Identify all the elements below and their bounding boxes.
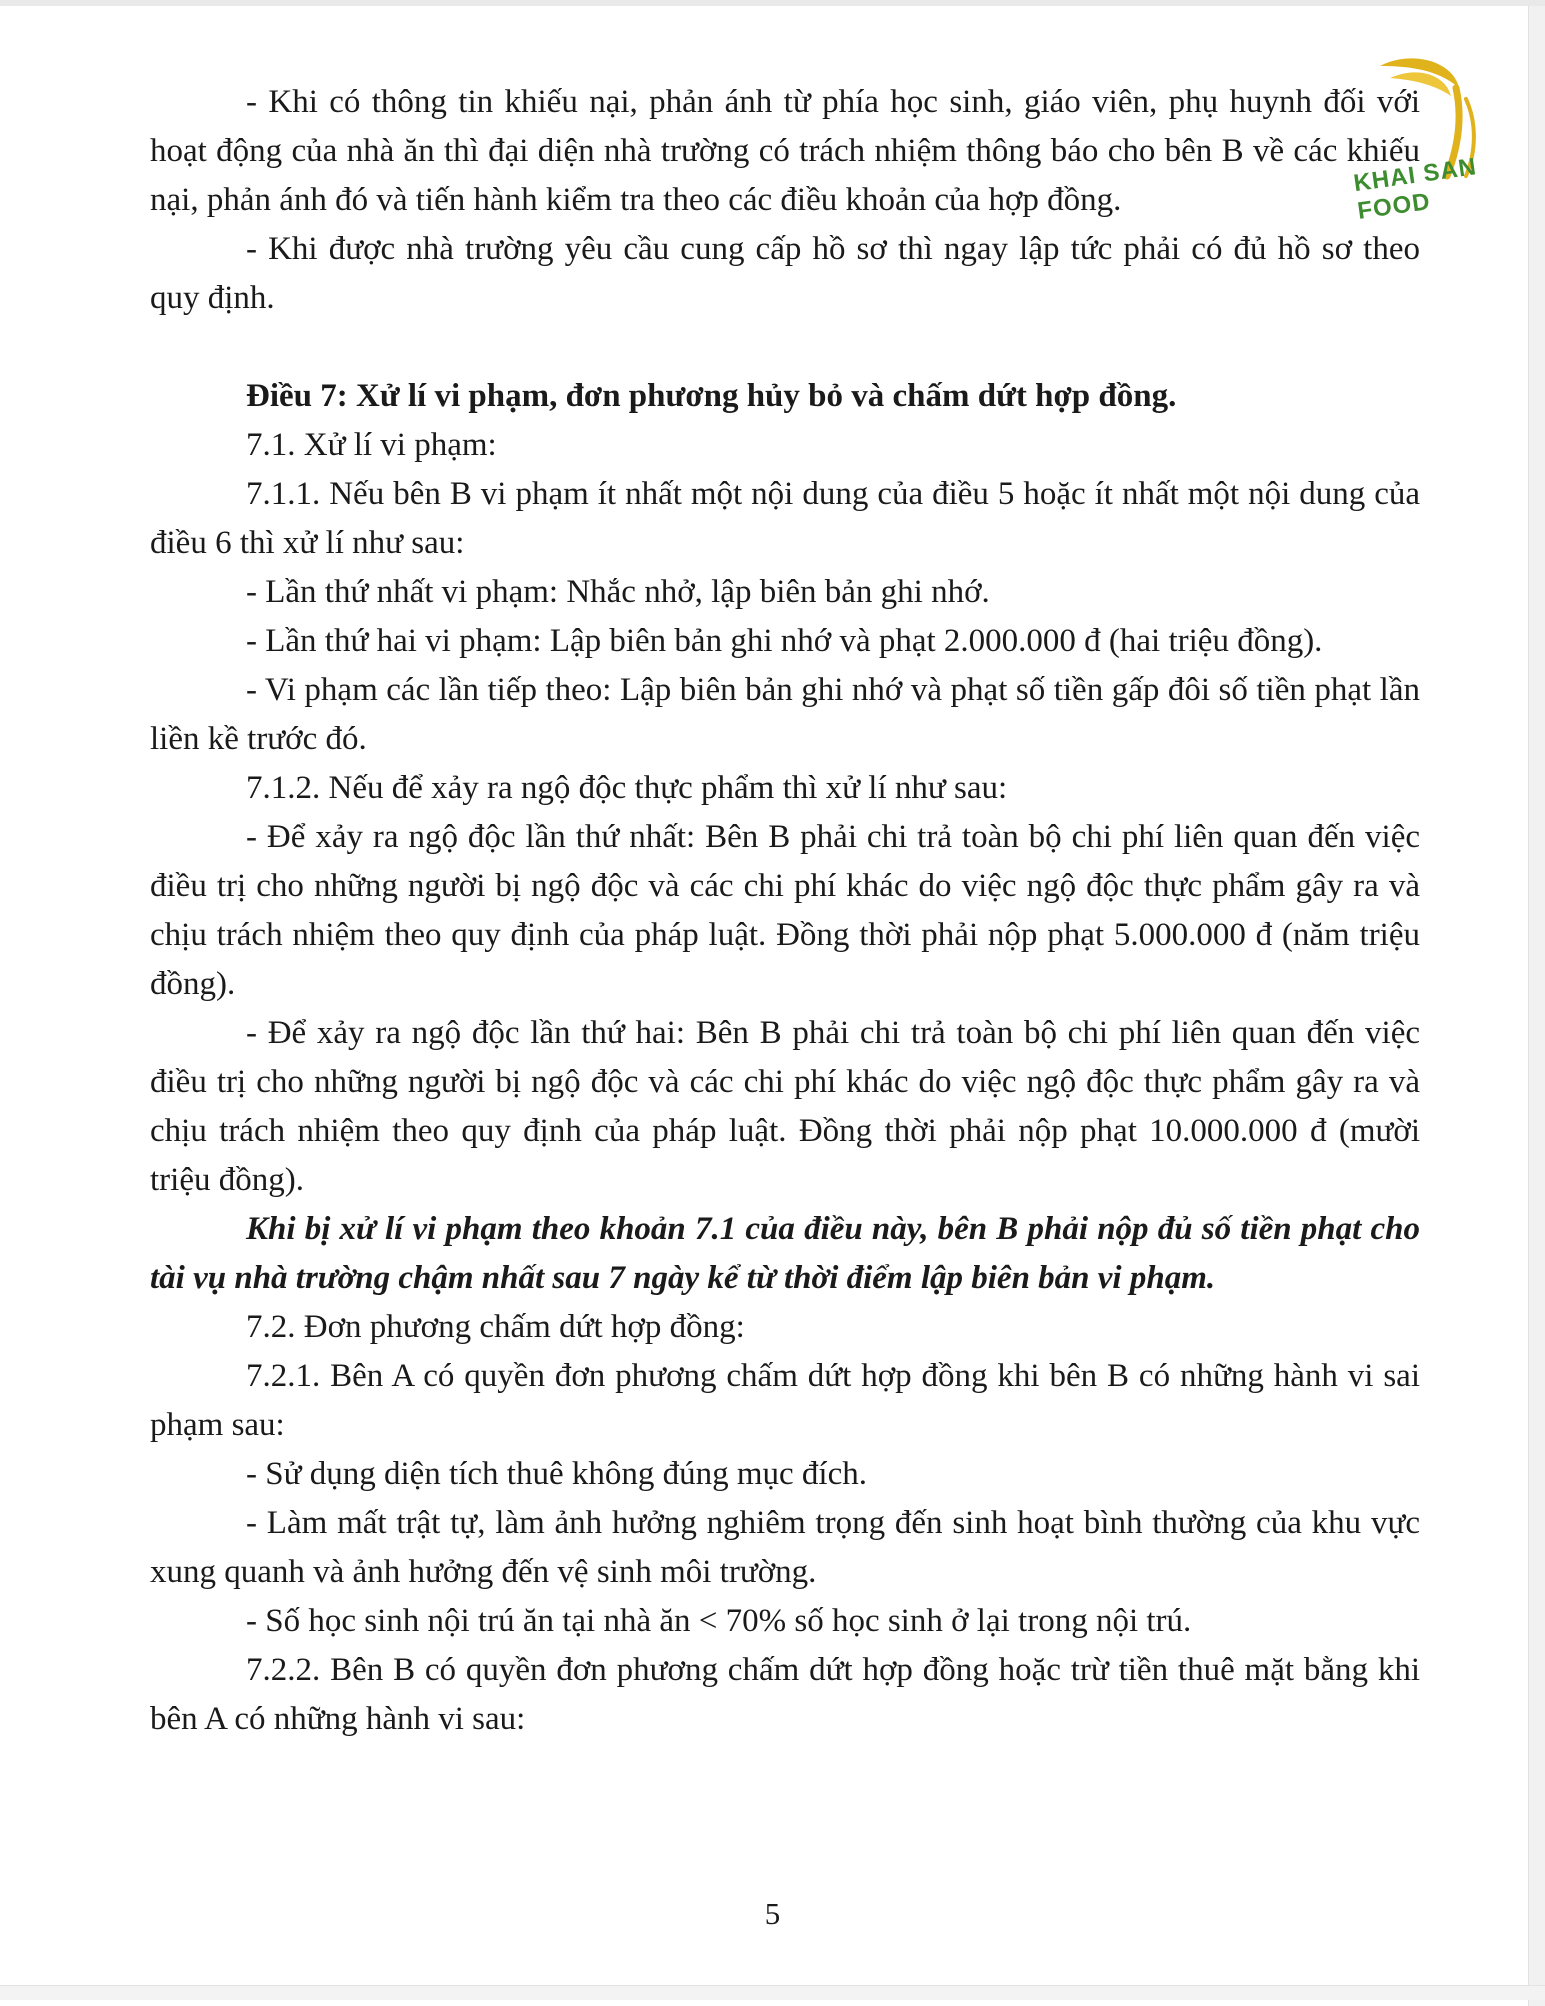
page-number: 5 (764, 1896, 781, 1931)
section-7-2-2: 7.2.2. Bên B có quyền đơn phương chấm dứt hợp đồng hoặc trừ tiền thuê mặt bằng khi bên A có những hành vi sau: (150, 1652, 1420, 1737)
violation-first: - Lần thứ nhất vi phạm: Nhắc nhở, lập biên bản ghi nhớ. (246, 574, 990, 610)
penalty-emphasis: Khi bị xử lí vi phạm theo khoản 7.1 của điều này, bên B phải nộp đủ số tiền phạt cho tài vụ nhà trường chậm nhất sau 7 ngày kể từ thời điểm lập biên bản vi phạm. (150, 1211, 1420, 1296)
section-7-2-1: 7.2.1. Bên A có quyền đơn phương chấm dứt hợp đồng khi bên B có những hành vi sai phạm sau: (150, 1358, 1420, 1443)
paragraph-complaints: - Khi có thông tin khiếu nại, phản ánh từ phía học sinh, giáo viên, phụ huynh đối với hoạt động của nhà ăn thì đại diện nhà trường có trách nhiệm thông báo cho bên B về các khiếu nại, phản ánh đó và tiến hành kiểm tra theo các điều khoản của hợp đồng. (150, 84, 1420, 218)
section-7-1: 7.1. Xử lí vi phạm: (246, 427, 497, 463)
section-7-1-2: 7.1.2. Nếu để xảy ra ngộ độc thực phẩm thì xử lí như sau: (246, 770, 1008, 806)
watermark-logo (1351, 54, 1530, 225)
page-edge-bottom (0, 1985, 1545, 2000)
section-7-2: 7.2. Đơn phương chấm dứt hợp đồng: (246, 1309, 745, 1345)
poisoning-second: - Để xảy ra ngộ độc lần thứ hai: Bên B phải chi trả toàn bộ chi phí liên quan đến việc điều trị cho những người bị ngộ độc và các chi phí khác do việc ngộ độc thực phẩm gây ra và chịu trách nhiệm theo quy định của pháp luật. Đồng thời phải nộp phạt 10.000.000 đ (mười triệu đồng). (150, 1015, 1420, 1198)
students-item: - Số học sinh nội trú ăn tại nhà ăn < 70% số học sinh ở lại trong nội trú. (246, 1603, 1192, 1639)
violation-second: - Lần thứ hai vi phạm: Lập biên bản ghi nhớ và phạt 2.000.000 đ (hai triệu đồng). (246, 623, 1323, 659)
document-body (150, 78, 1420, 1744)
misuse-item: - Sử dụng diện tích thuê không đúng mục đích. (246, 1456, 867, 1492)
disorder-item: - Làm mất trật tự, làm ảnh hưởng nghiêm trọng đến sinh hoạt bình thường của khu vực xung quanh và ảnh hưởng đến vệ sinh môi trường. (150, 1505, 1420, 1590)
paragraph-records: - Khi được nhà trường yêu cầu cung cấp hồ sơ thì ngay lập tức phải có đủ hồ sơ theo quy định. (150, 231, 1420, 316)
poisoning-first: - Để xảy ra ngộ độc lần thứ nhất: Bên B phải chi trả toàn bộ chi phí liên quan đến việc điều trị cho những người bị ngộ độc và các chi phí khác do việc ngộ độc thực phẩm gây ra và chịu trách nhiệm theo quy định của pháp luật. Đồng thời phải nộp phạt 5.000.000 đ (năm triệu đồng). (150, 819, 1420, 1002)
watermark-text: KHAI SAN FOOD (1351, 153, 1479, 225)
page-edge-right (1528, 6, 1545, 2006)
violation-subsequent: - Vi phạm các lần tiếp theo: Lập biên bản ghi nhớ và phạt số tiền gấp đôi số tiền phạt lần liền kề trước đó. (150, 672, 1420, 757)
section-7-1-1: 7.1.1. Nếu bên B vi phạm ít nhất một nội dung của điều 5 hoặc ít nhất một nội dung của điều 6 thì xử lí như sau: (150, 476, 1420, 561)
article-heading: Điều 7: Xử lí vi phạm, đơn phương hủy bỏ và chấm dứt hợp đồng. (246, 378, 1177, 414)
